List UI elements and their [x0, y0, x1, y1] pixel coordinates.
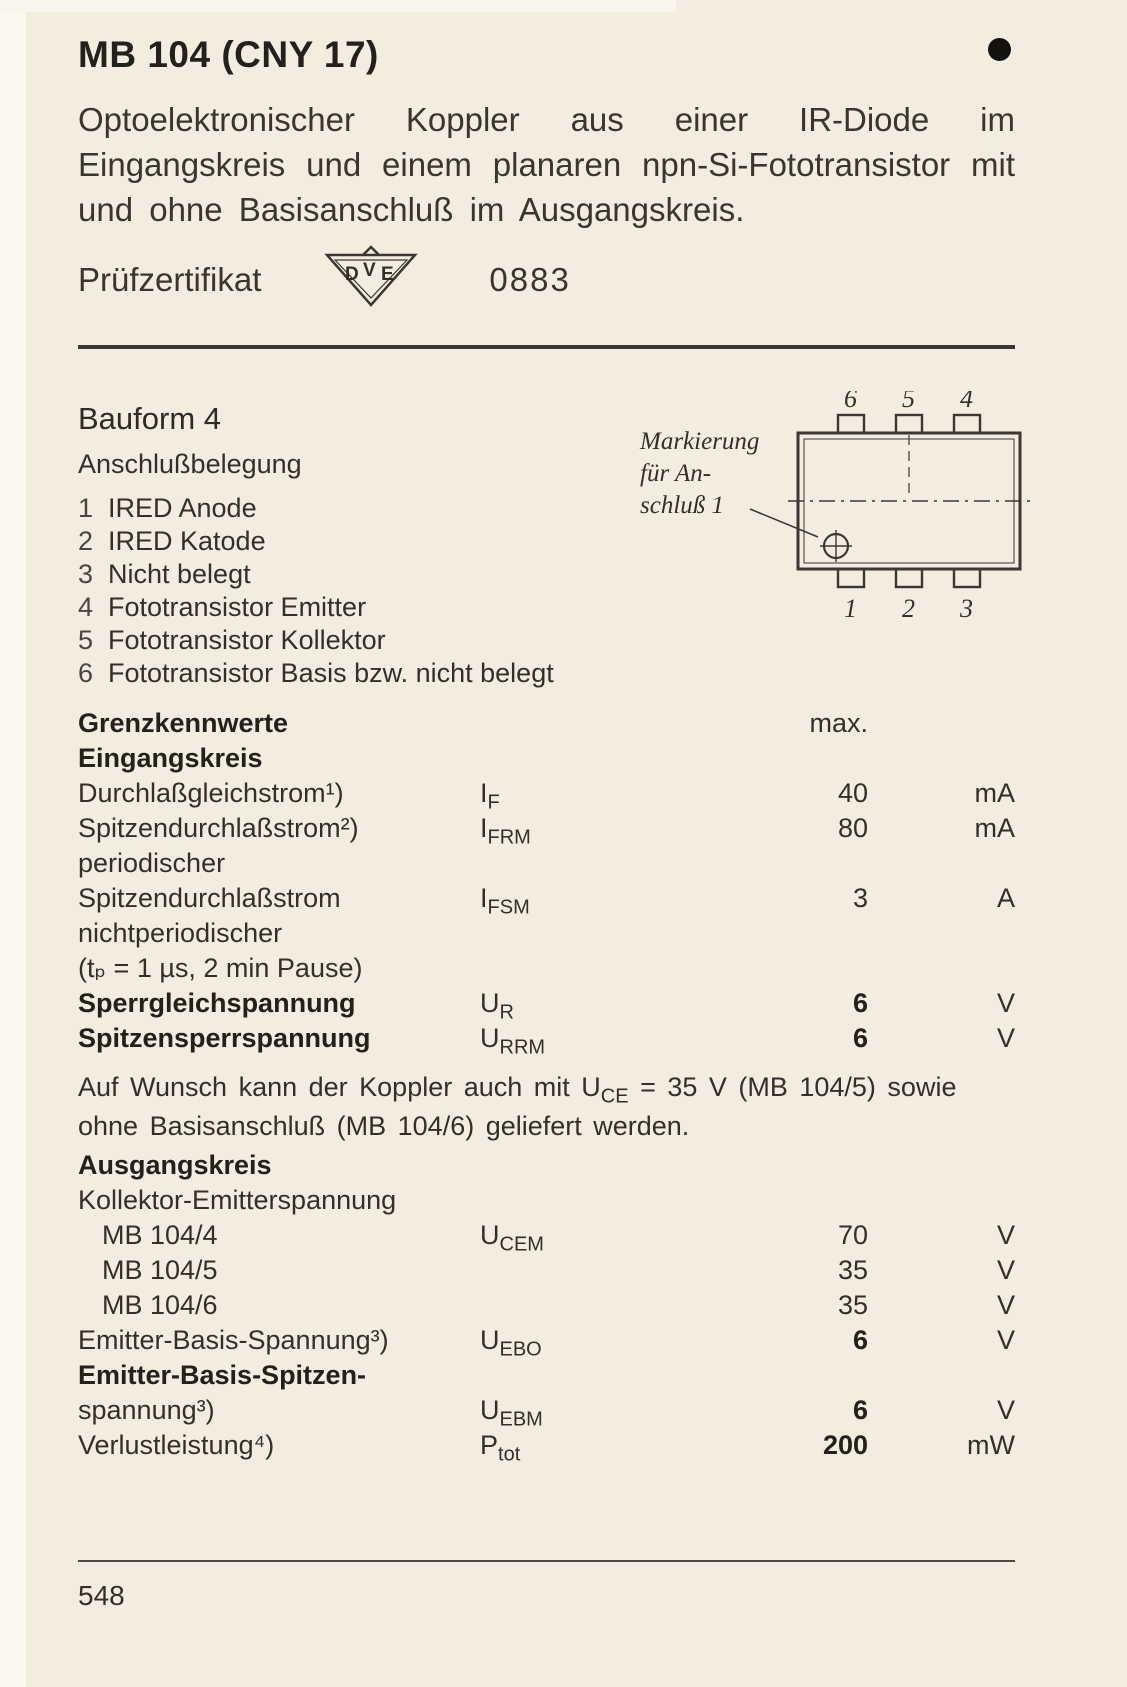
table-row [78, 881, 1015, 919]
intro-paragraph: Optoelektronischer Koppler aus einer IR-Diode im Eingangskreis und einem planaren npn-Si-Fototransistor mit und ohne Basisanschluß im Ausgangskreis. [78, 101, 1015, 228]
bottom-pin-number-2: 2 [902, 593, 915, 623]
certificate-row [78, 243, 1015, 317]
pin-label: Nicht belegt [108, 558, 251, 589]
param-label: spannung³) [78, 1394, 215, 1425]
param-unit: V [996, 1219, 1015, 1250]
pinout-heading: Anschlußbelegung [78, 448, 302, 479]
param-label: MB 104/5 [102, 1254, 218, 1285]
top-pin-number-5: 5 [902, 390, 915, 413]
param-unit: V [996, 987, 1015, 1018]
pin-lead [838, 415, 864, 433]
param-symbol [480, 1218, 670, 1256]
table-row [78, 1183, 1015, 1218]
marking-label-line1: Markierung [640, 427, 760, 455]
pin-item [78, 624, 638, 657]
param-label: Spitzendurchlaßstrom²) [78, 812, 359, 843]
param-label: Emitter-Basis-Spannung³) [78, 1324, 389, 1355]
marking-pointer-line [750, 509, 818, 537]
table-row [78, 1218, 1015, 1256]
symbol-base: I [480, 882, 488, 913]
max-column-header: max. [809, 707, 868, 738]
pin-label: IRED Katode [108, 525, 266, 556]
param-unit: V [996, 1022, 1015, 1053]
param-unit: A [996, 882, 1015, 913]
symbol-base: U [480, 1022, 500, 1053]
marking-label-line3: schluß 1 [640, 491, 725, 519]
param-label: Spitzendurchlaßstrom [78, 882, 341, 913]
table-row [78, 846, 1015, 881]
symbol-base: U [480, 987, 500, 1018]
symbol-sub: tot [498, 1443, 521, 1466]
param-symbol [480, 1393, 670, 1431]
symbol-sub: RRM [499, 1036, 546, 1059]
scan-edge-top [0, 0, 676, 12]
table-row [78, 776, 1015, 814]
pin-lead [896, 569, 922, 587]
param-value: 200 [822, 1429, 868, 1460]
param-value: 3 [852, 882, 868, 913]
table-row [78, 951, 1015, 986]
pin-number: 6 [78, 657, 94, 688]
table-row [78, 1358, 1015, 1393]
vde-logo-icon [323, 243, 419, 317]
symbol-sub: EBO [499, 1338, 542, 1361]
param-label: MB 104/4 [102, 1219, 218, 1250]
param-label: (tₚ = 1 µs, 2 min Pause) [78, 952, 363, 983]
param-unit: mA [974, 812, 1015, 843]
note-part1: Auf Wunsch kann der Koppler auch mit U [78, 1071, 601, 1102]
param-value: 6 [852, 1324, 868, 1355]
marking-label-line2: für An- [640, 459, 712, 487]
param-value: 35 [837, 1289, 868, 1320]
pin-item [78, 492, 638, 525]
output-circuit-heading: Ausgangskreis [78, 1149, 272, 1180]
symbol-sub: R [499, 1001, 514, 1024]
symbol-sub: EBM [499, 1408, 543, 1431]
param-unit: V [996, 1254, 1015, 1285]
section-row [78, 1148, 1015, 1183]
symbol-sub: CEM [499, 1233, 544, 1256]
vde-letter-e: E [381, 263, 395, 285]
pin-lead [896, 415, 922, 433]
pin-list [78, 449, 638, 690]
top-pin-number-4: 4 [960, 390, 973, 413]
pin-lead [954, 415, 980, 433]
param-unit: mA [974, 777, 1015, 808]
param-value: 40 [837, 777, 868, 808]
pin-item [78, 657, 638, 690]
limits-table [78, 706, 1015, 1466]
param-value: 70 [837, 1219, 868, 1250]
section-row [78, 741, 1015, 776]
bottom-pin-number-3: 3 [960, 593, 973, 623]
table-row [78, 1393, 1015, 1431]
top-pin-number-6: 6 [844, 390, 857, 413]
package-diagram [638, 391, 1038, 690]
footer-divider [78, 1560, 1015, 1562]
param-symbol [480, 1428, 670, 1466]
note-sub: CE [600, 1085, 629, 1108]
param-symbol [480, 1021, 670, 1059]
pin-lead [954, 569, 980, 587]
param-label: Emitter-Basis-Spitzen- [78, 1359, 367, 1390]
param-label: Sperrgleichspannung [78, 987, 356, 1018]
option-note [78, 1068, 1015, 1146]
pin-item [78, 558, 638, 591]
table-row [78, 1253, 1015, 1288]
group-label: Kollektor-Emitterspannung [78, 1184, 397, 1215]
param-symbol [480, 881, 670, 919]
vde-letter-d: D [345, 263, 360, 285]
param-symbol [480, 811, 670, 849]
param-unit: mW [967, 1429, 1015, 1460]
param-label: MB 104/6 [102, 1289, 218, 1320]
certificate-label: Prüfzertifikat [78, 260, 262, 298]
pin-label: Fototransistor Basis bzw. nicht belegt [108, 657, 554, 688]
scan-edge-left [0, 0, 26, 1687]
pin-item [78, 591, 638, 624]
symbol-sub: FSM [487, 896, 530, 919]
input-circuit-heading: Eingangskreis [78, 742, 263, 773]
table-row [78, 811, 1015, 849]
symbol-sub: FRM [487, 826, 531, 849]
param-symbol [480, 986, 670, 1024]
symbol-base: I [480, 777, 488, 808]
pin-label: Fototransistor Emitter [108, 591, 367, 622]
param-value: 6 [852, 1394, 868, 1425]
param-label: periodischer [78, 847, 226, 878]
pin-number: 4 [78, 591, 94, 622]
table-row [78, 1021, 1015, 1059]
table-row [78, 986, 1015, 1024]
param-unit: V [996, 1394, 1015, 1425]
param-unit: V [996, 1324, 1015, 1355]
table-header-row [78, 706, 1015, 741]
param-value: 35 [837, 1254, 868, 1285]
param-unit: V [996, 1289, 1015, 1320]
symbol-base: U [480, 1394, 500, 1425]
pin-number: 5 [78, 624, 94, 655]
symbol-base: P [480, 1429, 499, 1460]
symbol-sub: F [487, 791, 500, 814]
param-value: 80 [837, 812, 868, 843]
table-row [78, 1288, 1015, 1323]
symbol-base: U [480, 1324, 500, 1355]
table-row [78, 1428, 1015, 1466]
param-symbol [480, 1323, 670, 1361]
certificate-number: 0883 [489, 260, 571, 298]
param-symbol [480, 776, 670, 814]
pin-number: 1 [78, 492, 94, 523]
param-label: Spitzensperrspannung [78, 1022, 371, 1053]
symbol-base: I [480, 812, 488, 843]
note-part2: = 35 V (MB 104/5) sowie ohne Basisanschluß (MB 104/6) geliefert werden. [78, 1071, 957, 1141]
pin-number: 2 [78, 525, 94, 556]
pin-number: 3 [78, 558, 94, 589]
limits-heading: Grenzkennwerte [78, 707, 289, 738]
page-number: 548 [78, 1580, 125, 1611]
param-label: Verlustleistung⁴) [78, 1429, 275, 1460]
table-row [78, 916, 1015, 951]
vde-letter-v: V [363, 259, 377, 281]
param-value: 6 [852, 1022, 868, 1053]
page-title: MB 104 (CNY 17) [78, 34, 379, 75]
corner-dot [988, 38, 1011, 61]
param-label: Durchlaßgleichstrom¹) [78, 777, 344, 808]
param-label: nichtperiodischer [78, 917, 283, 948]
page-content [78, 34, 1015, 1466]
section-divider [78, 345, 1015, 349]
bottom-pin-number-1: 1 [844, 593, 857, 623]
pin-lead [838, 569, 864, 587]
symbol-base: U [480, 1219, 500, 1250]
pin-label: Fototransistor Kollektor [108, 624, 386, 655]
param-value: 6 [852, 987, 868, 1018]
table-row [78, 1323, 1015, 1361]
pin-item [78, 525, 638, 558]
bauform-heading: Bauform 4 [78, 400, 222, 436]
pin-label: IRED Anode [108, 492, 257, 523]
